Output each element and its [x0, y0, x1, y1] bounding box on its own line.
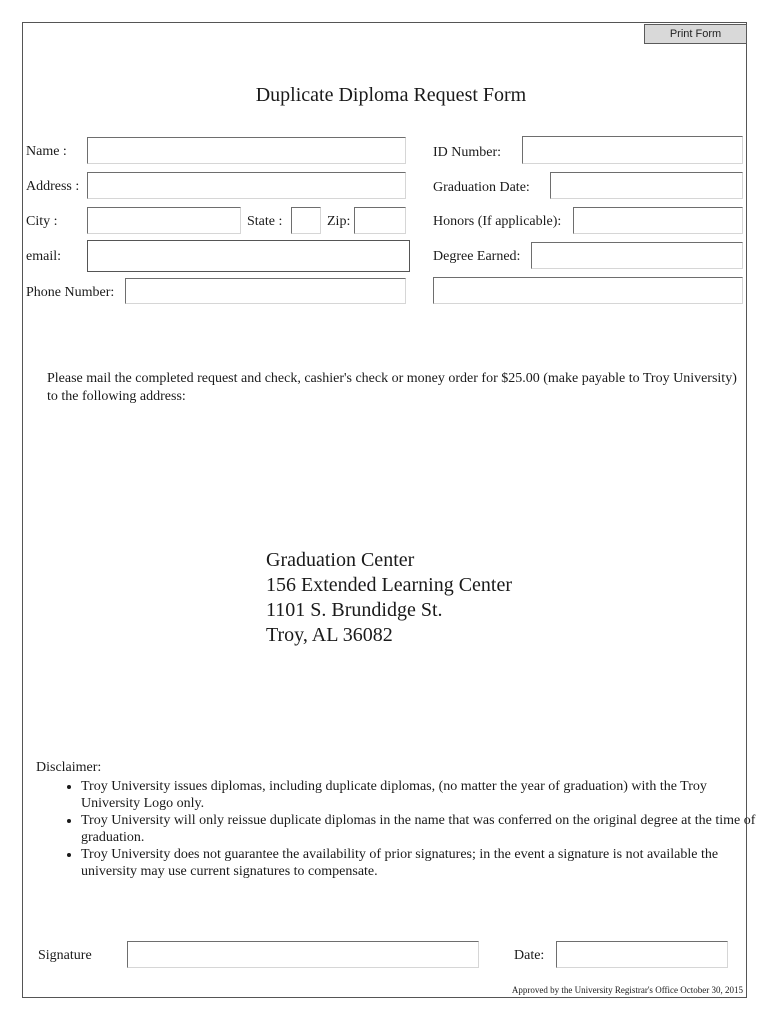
degree-earned-field-2[interactable]: [433, 277, 743, 304]
print-form-button[interactable]: Print Form: [644, 24, 747, 44]
address-line-1: Graduation Center: [266, 549, 415, 571]
form-title: Duplicate Diploma Request Form: [255, 84, 527, 106]
degree-earned-label: Degree Earned:: [433, 249, 521, 264]
mailing-address: [266, 548, 512, 648]
city-field[interactable]: [87, 207, 241, 234]
phone-label: Phone Number:: [26, 285, 115, 300]
address-label: Address :: [26, 179, 80, 194]
disclaimer-item: • Troy University issues diplomas, including duplicate diplomas, (no matter the year of graduation) with the Troy University Logo only.: [81, 778, 761, 812]
address-line-2: 156 Extended Learning Center: [266, 574, 513, 596]
date-field[interactable]: [556, 941, 728, 968]
signature-field[interactable]: [127, 941, 479, 968]
date-label: Date:: [514, 948, 545, 963]
state-field[interactable]: [291, 207, 321, 234]
mailing-instructions: Please mail the completed request and check, cashier's check or money order for $25.00 (make payable to Troy University) to the following address:: [47, 371, 737, 404]
zip-field[interactable]: [354, 207, 406, 234]
name-field[interactable]: [87, 137, 406, 164]
id-number-field[interactable]: [522, 136, 743, 164]
disclaimer-list: [52, 778, 761, 880]
name-label: Name :: [26, 144, 67, 159]
disclaimer-item: • Troy University does not guarantee the availability of prior signatures; in the event a signature is not available the university may use current signatures to compensate.: [81, 846, 761, 880]
address-line-3: 1101 S. Brundidge St.: [266, 599, 443, 621]
disclaimer-item: • Troy University will only reissue duplicate diplomas in the name that was conferred on the original degree at the time of graduation.: [81, 812, 761, 846]
approval-note: Approved by the University Registrar's Office October 30, 2015: [511, 985, 743, 995]
city-label: City :: [26, 214, 58, 229]
honors-label: Honors (If applicable):: [433, 214, 562, 229]
graduation-date-field[interactable]: [550, 172, 743, 199]
disclaimer-heading: Disclaimer:: [36, 760, 102, 775]
address-field[interactable]: [87, 172, 406, 199]
email-label: email:: [26, 249, 61, 264]
address-line-4: Troy, AL 36082: [266, 624, 393, 646]
phone-field[interactable]: [125, 278, 406, 304]
graduation-date-label: Graduation Date:: [433, 180, 530, 195]
degree-earned-field[interactable]: [531, 242, 743, 269]
id-number-label: ID Number:: [433, 145, 502, 160]
state-label: State :: [247, 214, 283, 229]
zip-label: Zip:: [327, 214, 351, 229]
email-field[interactable]: [87, 240, 410, 272]
signature-label: Signature: [38, 948, 92, 963]
honors-field[interactable]: [573, 207, 743, 234]
